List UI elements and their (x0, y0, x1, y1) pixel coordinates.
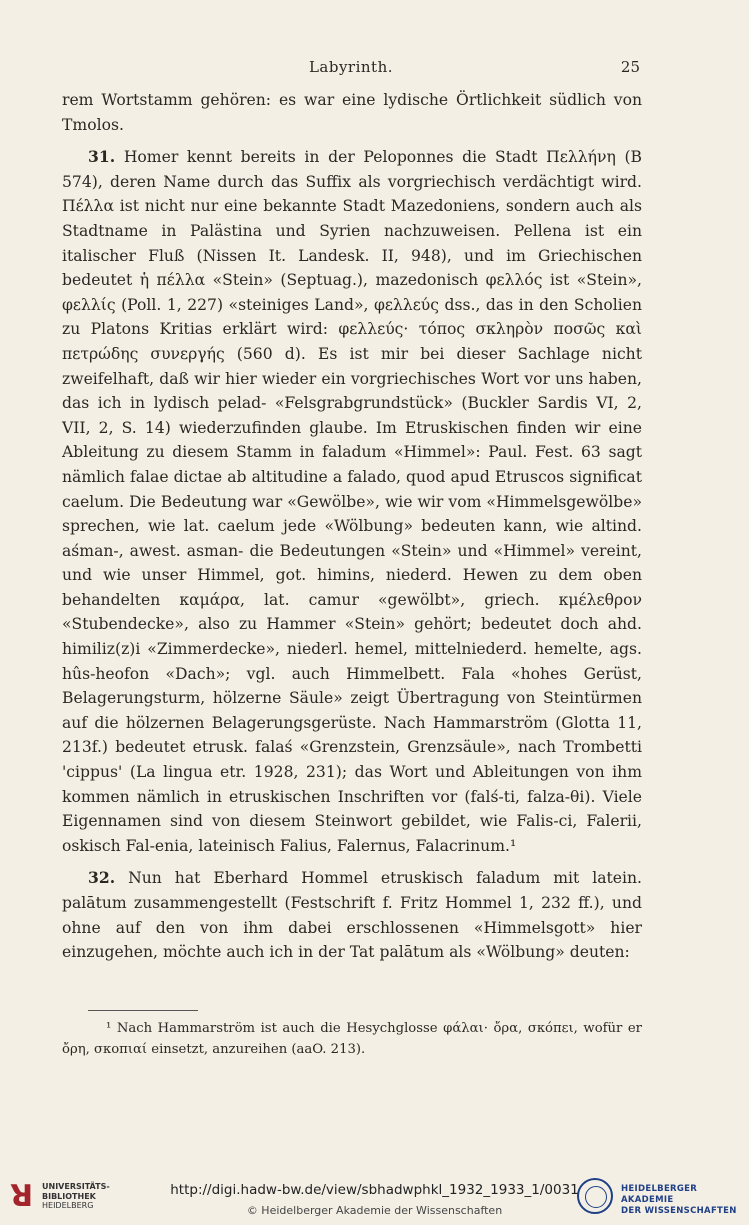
copyright-notice: © Heidelberger Akademie der Wissenschaften (246, 1204, 503, 1217)
paragraph-text: Nun hat Eberhard Hommel etruskisch faladum mit latein. palātum zusammengestellt (Festschrift f. Fritz Hommel 1, 232 ff.), und ohne auf den von ihm dabei erschlossenen «Himmelsgott» hier einzugehen, möchte auch ich in der Tat palātum als «Wölbung» deuten: (62, 869, 642, 962)
section-number: 32. (88, 868, 116, 888)
section-number: 31. (88, 147, 116, 167)
footnote-text: ¹ Nach Hammarström ist auch die Hesychglosse φάλαι· ὄρα, σκόπει, wofür er ὄρη, σκοπιαί einsetzt, anzureihen (aaO. 213). (62, 1021, 642, 1057)
footer-bar (0, 1170, 749, 1225)
paragraph-text: Homer kennt bereits in der Peloponnes die Stadt Πελλήνη (B 574), deren Name durch das Suffix als vorgriechisch verdächtigt wird. Πέλλα ist nicht nur eine bekannte Stadt Mazedoniens, sondern auch als Stadtname in Palästina und Syrien nachzuweisen. Pellena ist ein italischer Fluß (Nissen It. Landesk. II, 948), und im Griechischen bedeutet ἡ πέλλα «Stein» (Septuag.), mazedonisch φελλός ist «Stein», φελλίς (Poll. 1, 227) «steiniges Land», φελλεύς dss., das in den Scholien zu Platons Kritias erklärt wird: φελλεύς· τόπος σκληρὸν ποσῶς καὶ πετρώδης συνεργής (560 d). Es ist mir bei dieser Sachlage nicht zweifelhaft, daß wir hier wieder ein vorgriechisches Wort vor uns haben, das ich in lydisch pelad- «Felsgrabgrundstück» (Buckler Sardis VI, 2, VII, 2, S. 14) wiederzufinden glaube. Im Etruskischen finden wir eine Ableitung zu diesem Stamm in faladum «Himmel»: Paul. Fest. 63 sagt nämlich falae dictae ab altitudine a falado, quod apud Etruscos significat caelum. Die Bedeutung war «Gewölbe», wie wir vom «Himmelsgewölbe» sprechen, wie lat. caelum jede «Wölbung» bedeuten kann, wie altind. aśman-, awest. asman- die Bedeutungen «Stein» und «Himmel» vereint, und wie unser Himmel, got. himins, niederd. Hewen zu dem oben behandelten καμάρα, lat. camur «gewölbt», griech. κμέλεθρον «Stubendecke», also zu Hammer «Stein» gehört; bedeutet doch ahd. himiliz(z)i «Zimmerdecke», niederl. hemel, mittelniederd. hemelte, ags. hûs-heofon «Dach»; vgl. auch Himmelbett. Fala «hohes Gerüst, Belagerungsturm, hölzerne Säule» zeigt Übertragung von Steintürmen auf die hölzernen Belagerungsgerüste. Nach Hammarström (Glotta 11, 213f.) bedeutet etrusk. falaś «Grenzstein, Grenzsäule», nach Trombetti 'cippus' (La lingua etr. 1928, 231); das Wort und Ableitungen von ihm kommen nämlich in etruskischen Inschriften vor (falś-ti, falza-θi). Viele Eigennamen sind von diesem Steinwort gebildet, wie Falis-ci, Falerii, oskisch Fal-enia, lateinisch Falius, Falernus, Falacrinum.¹ (62, 148, 642, 855)
body-text (62, 88, 642, 965)
paragraph-section-32 (62, 866, 642, 964)
running-head (62, 58, 640, 80)
footnote (62, 1018, 642, 1060)
academy-seal-icon[interactable] (577, 1178, 613, 1214)
page-number: 25 (620, 58, 640, 76)
academy-name: HEIDELBERGER AKADEMIE DER WISSENSCHAFTEN (621, 1184, 737, 1216)
source-url-link[interactable]: http://digi.hadw-bw.de/view/sbhadwphkl_1932_1933_1/0031 (170, 1182, 579, 1198)
paragraph-continuation (62, 88, 642, 137)
university-library-name: UNIVERSITÄTS- BIBLIOTHEK HEIDELBERG (42, 1182, 110, 1210)
paragraph-section-31 (62, 145, 642, 858)
paragraph-text: rem Wortstamm gehören: es war eine lydische Örtlichkeit südlich von Tmolos. (62, 91, 642, 134)
footnote-divider (88, 1010, 198, 1011)
page-title: Labyrinth. (308, 58, 394, 76)
university-library-logo-icon[interactable]: ꓤ (10, 1179, 34, 1214)
